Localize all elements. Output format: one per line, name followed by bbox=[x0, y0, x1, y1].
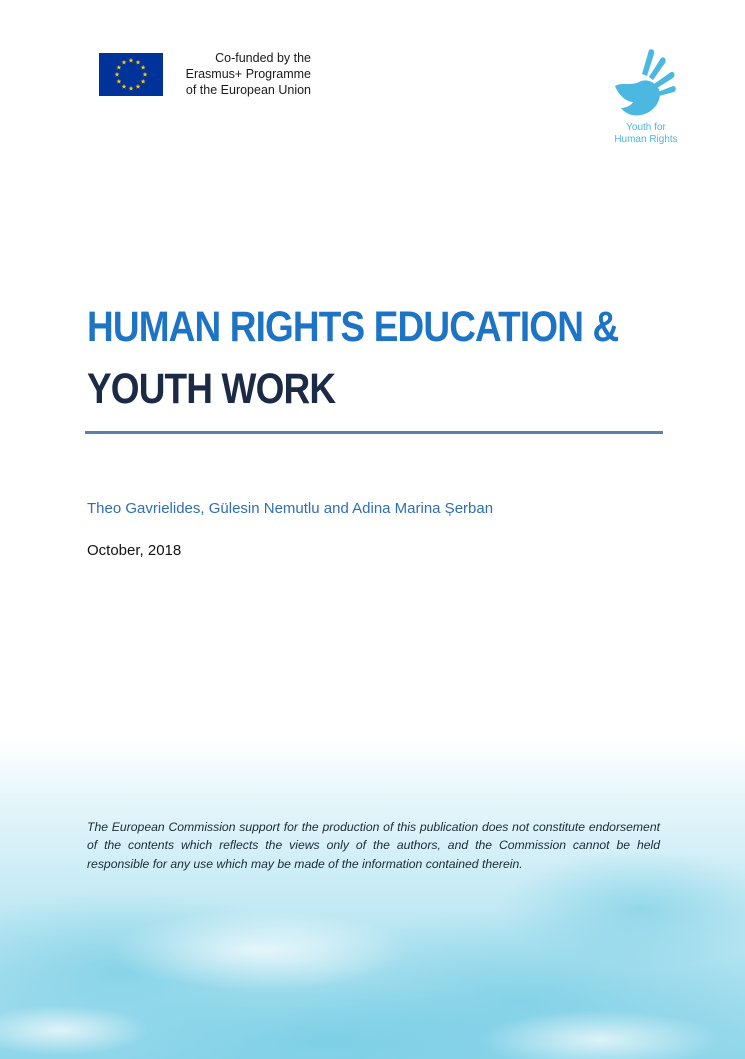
title-line-1 bbox=[87, 296, 618, 358]
eu-text-line2: Erasmus+ Programme bbox=[185, 67, 311, 81]
eu-cofunding-logo bbox=[99, 50, 311, 98]
org-name-line1: Youth for bbox=[626, 122, 666, 133]
eu-flag-icon bbox=[99, 53, 163, 96]
org-name-text bbox=[606, 122, 686, 146]
eu-disclaimer-text: The European Commission support for the production of this publication does not constitute endorsement of the contents which reflects the views only of the authors, and the Commission cannot be held responsible for any use which may be made of the information contained therein. bbox=[87, 820, 660, 871]
eu-cofunding-text bbox=[173, 50, 311, 98]
title-divider bbox=[85, 431, 663, 434]
title-line-2: YOUTH WORK bbox=[87, 365, 336, 413]
youth-for-human-rights-logo bbox=[606, 46, 686, 146]
title-line1-text: HUMAN RIGHTS EDUCATION bbox=[87, 303, 584, 351]
document-title bbox=[87, 296, 618, 420]
title-ampersand: & bbox=[592, 303, 619, 351]
org-name-line2: Human Rights bbox=[614, 134, 678, 145]
watercolor-background bbox=[0, 740, 745, 1059]
eu-text-line1: Co-funded by the bbox=[215, 51, 311, 65]
eu-text-line3: of the European Union bbox=[185, 83, 311, 97]
publication-date: October, 2018 bbox=[87, 542, 182, 559]
hand-dove-icon bbox=[611, 46, 681, 120]
authors-line: Theo Gavrielides, Gülesin Nemutlu and Adina Marina Șerban bbox=[87, 500, 494, 517]
